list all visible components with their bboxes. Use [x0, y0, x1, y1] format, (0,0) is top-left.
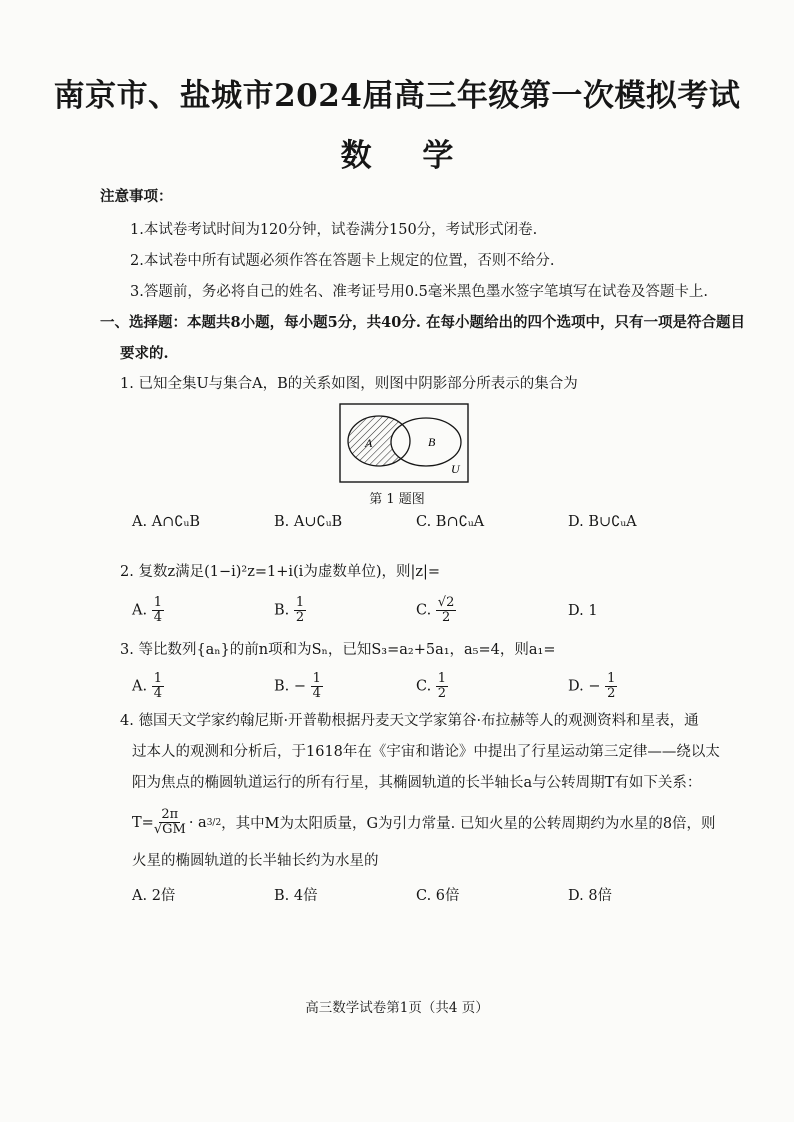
option-letter: D. — [568, 678, 584, 695]
venn-diagram — [339, 403, 469, 483]
question-1-stem: 1. 已知全集U与集合A，B的关系如图，则图中阴影部分所表示的集合为 — [120, 376, 578, 392]
label-a: A — [365, 436, 373, 450]
question-2-stem: 2. 复数z满足(1−i)²z=1+i(i为虚数单位)，则|z|= — [120, 564, 441, 580]
page-footer: 高三数学试卷第1页（共4 页） — [305, 1000, 489, 1016]
q2-option-d[interactable] — [568, 603, 598, 619]
notes-heading: 注意事项： — [100, 188, 173, 205]
q3-option-c[interactable] — [416, 672, 448, 701]
formula-fraction: $\frac{2\pi}{√GM}$ — [153, 807, 186, 837]
q3-option-d[interactable]: D. − $\frac{1}{2}$ — [568, 671, 616, 701]
fraction: $\frac{1}{4}$ — [153, 671, 162, 701]
option-letter: D. — [568, 603, 584, 619]
question-4-line-1: 4. 德国天文学家约翰尼斯·开普勒根据丹麦天文学家第谷·布拉赫等人的观测资料和星表，通 — [120, 713, 699, 729]
fraction: $\frac{1}{4}$ — [312, 671, 321, 701]
question-4-line-2: 过本人的观测和分析后，于1618年在《宇宙和谐论》中提出了行星运动第三定律——绕以太 — [132, 744, 720, 760]
q2-option-c[interactable] — [416, 596, 456, 625]
section-heading-line1: 一、选择题：本题共8小题，每小题5分，共40分. 在每小题给出的四个选项中，只有一项是符合题目 — [100, 314, 745, 331]
q1-option-d[interactable]: D. B∪∁ᵤA — [568, 514, 637, 530]
label-u: U — [451, 462, 460, 476]
q1-option-a[interactable]: A. A∩∁ᵤB — [132, 514, 200, 530]
question-4-line-3: 阳为焦点的椭圆轨道运行的所有行星，其椭圆轨道的长半轴长a与公转周期T有如下关系： — [132, 775, 702, 791]
fraction: $\frac{1}{2}$ — [295, 595, 305, 625]
option-letter: B. — [274, 602, 290, 619]
q4-option-d[interactable]: D. 8倍 — [568, 888, 613, 904]
option-letter: A. — [132, 678, 148, 695]
note-3: 3.答题前，务必将自己的姓名、准考证号用0.5毫米黑色墨水签字笔填写在试卷及答题卡上. — [130, 284, 708, 300]
q1-option-c[interactable]: C. B∩∁ᵤA — [416, 514, 485, 530]
q2-option-a[interactable] — [132, 596, 164, 625]
option-letter: B. — [274, 678, 290, 695]
fraction: $\frac{1}{2}$ — [607, 671, 616, 701]
subject-title: 数 学 — [340, 138, 454, 174]
option-letter: C. — [416, 602, 432, 619]
note-1: 1.本试卷考试时间为120分钟，试卷满分150分，考试形式闭卷. — [130, 222, 538, 238]
kepler-formula-line: T= $\frac{2\pi}{√GM}$ · a 3/2 ，其中M为太阳质量，G为引力常量. 已知火星的公转周期约为水星的8倍，则 — [132, 807, 716, 837]
figure-caption: 第 1 题图 — [369, 492, 425, 507]
label-b: B — [428, 435, 436, 449]
q4-option-a[interactable]: A. 2倍 — [132, 888, 176, 904]
option-letter: C. — [416, 678, 432, 695]
fraction: $\frac{√2}{2}$ — [437, 595, 455, 625]
fraction: $\frac{1}{4}$ — [153, 595, 162, 625]
q1-option-b[interactable]: B. A∪∁ᵤB — [274, 514, 343, 530]
q3-option-a[interactable] — [132, 672, 164, 701]
exam-title: 南京市、盐城市2024届高三年级第一次模拟考试 — [53, 78, 741, 114]
q2-option-b[interactable] — [274, 596, 306, 625]
question-4-line-5: 火星的椭圆轨道的长半轴长约为水星的 — [132, 853, 379, 869]
q3-option-b[interactable]: B. − $\frac{1}{4}$ — [274, 671, 321, 701]
option-letter: A. — [132, 602, 148, 619]
option-value: 1 — [588, 603, 598, 619]
note-2: 2.本试卷中所有试题必须作答在答题卡上规定的位置，否则不给分. — [130, 253, 555, 269]
question-3-stem: 3. 等比数列{aₙ}的前n项和为Sₙ，已知S₃=a₂+5a₁，a₅=4，则a₁= — [120, 642, 556, 658]
shaded-region — [339, 403, 469, 483]
q4-option-c[interactable]: C. 6倍 — [416, 888, 460, 904]
section-heading-line2: 要求的. — [120, 345, 169, 362]
fraction: $\frac{1}{2}$ — [437, 671, 447, 701]
q4-option-b[interactable]: B. 4倍 — [274, 888, 318, 904]
